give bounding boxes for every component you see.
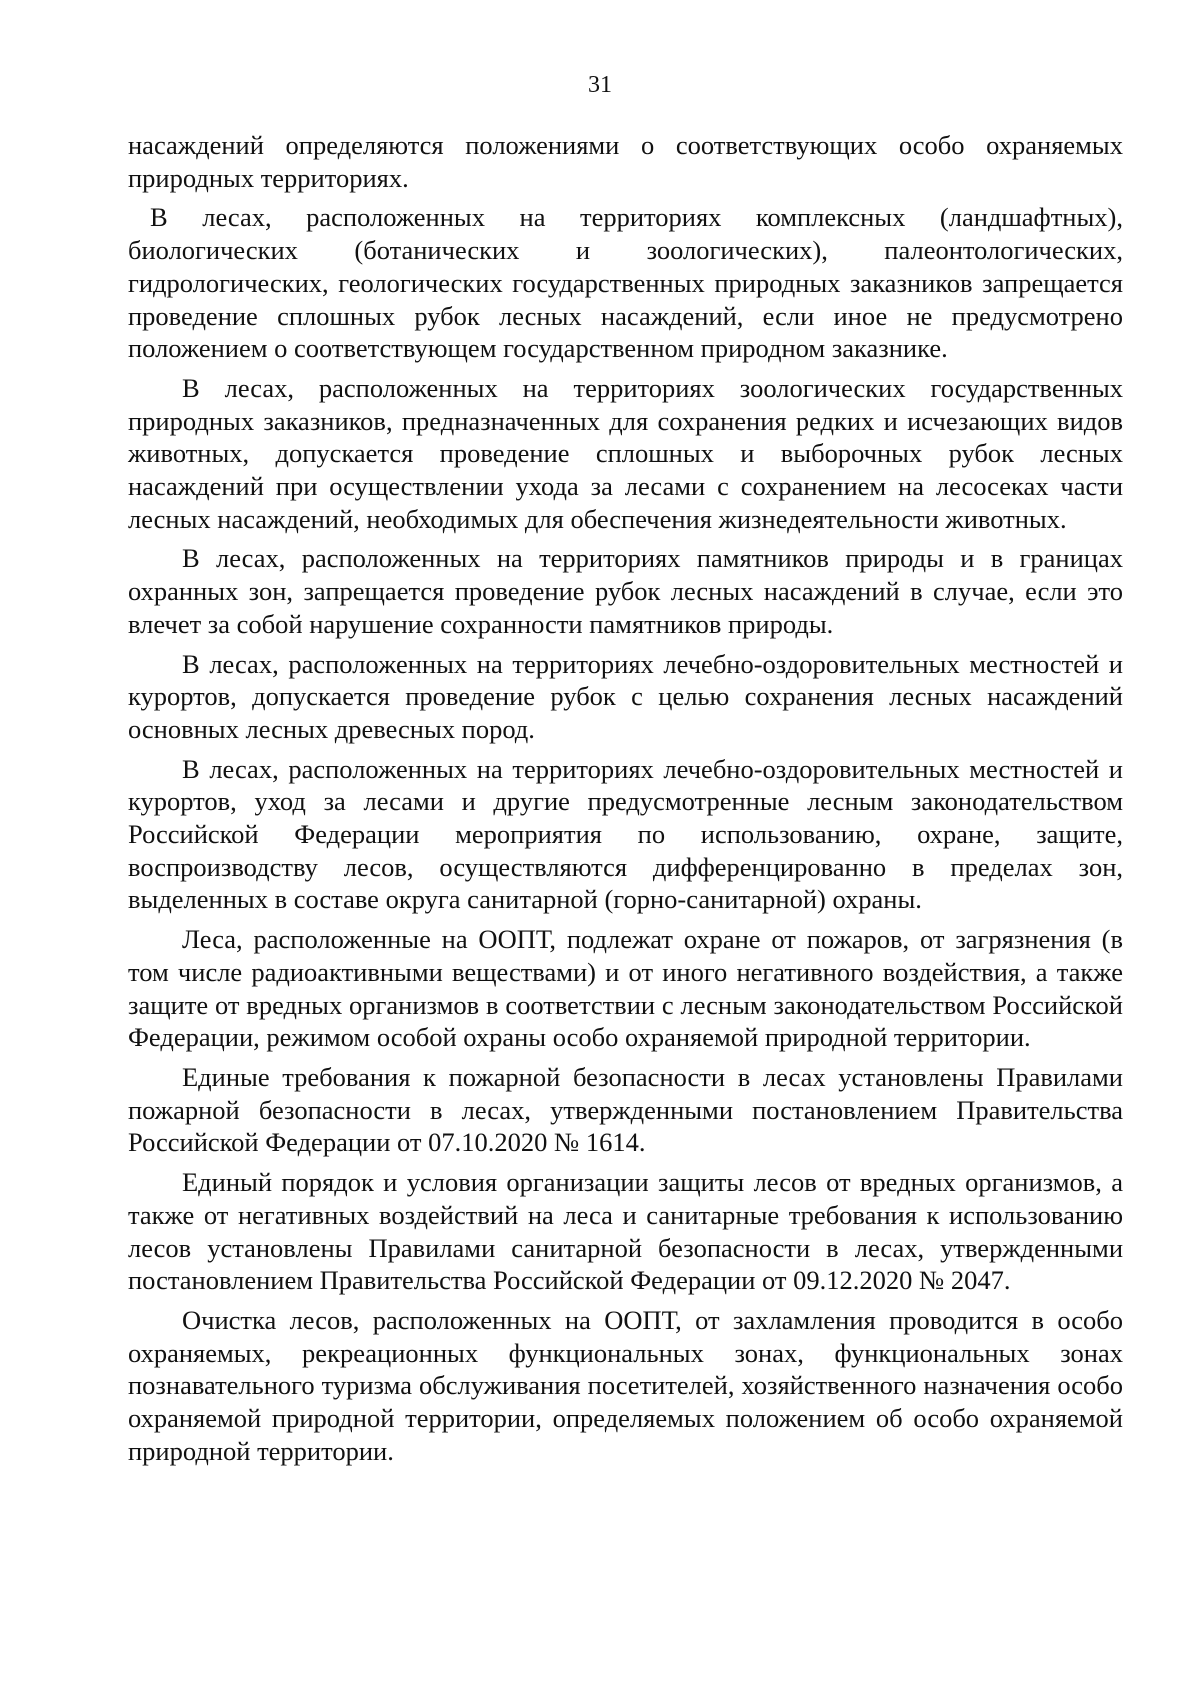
paragraph-resorts-care: В лесах, расположенных на территориях лечебно-оздоровительных местностей и курортов, уход за лесами и другие предусмотренные лесным законодательством Российской Федерации мероприятия по использованию, охране, защите, воспроизводству лесов, осуществляются дифференцированно в пределах зон, выделенных в составе округа санитарной (горно-санитарной) охраны.: [128, 753, 1123, 915]
paragraph-continuation: насаждений определяются положениями о соответствующих особо охраняемых природных территориях.: [128, 130, 1123, 193]
paragraph-sanitary-rules: Единый порядок и условия организации защиты лесов от вредных организмов, а также от негативных воздействий на леса и санитарные требования к использованию лесов установлены Правилами санитарной безопасности в лесах, утвержденными постановлением Правительства Российской Федерации от 09.12.2020 № 2047.: [128, 1167, 1123, 1296]
paragraph-fire-rules: Единые требования к пожарной безопасности в лесах установлены Правилами пожарной безопасности в лесах, утвержденными постановлением Правительства Российской Федерации от 07.10.2020 № 1614.: [128, 1061, 1123, 1158]
paragraph-resorts-logging: В лесах, расположенных на территориях лечебно-оздоровительных местностей и курортов, допускается проведение рубок с целью сохранения лесных насаждений основных лесных древесных пород.: [128, 648, 1123, 744]
paragraph-zoological-reserves: В лесах, расположенных на территориях зоологических государственных природных заказников, предназначенных для сохранения редких и исчезающих видов животных, допускается проведение сплошных и выборочных рубок лесных насаждений при осуществлении ухода за лесами с сохранением на лесосеках части лесных насаждений, необходимых для обеспечения жизнедеятельности животных.: [128, 372, 1123, 534]
body-text: [128, 129, 1123, 1474]
paragraph-fire-protection: Леса, расположенные на ООПТ, подлежат охране от пожаров, от загрязнения (в том числе радиоактивными веществами) и от иного негативного воздействия, а также защите от вредных организмов в соответствии с лесным законодательством Российской Федерации, режимом особой охраны особо охраняемой природной территории.: [128, 924, 1123, 1053]
page-number: 31: [588, 72, 612, 98]
paragraph-clearing: Очистка лесов, расположенных на ООПТ, от захламления проводится в особо охраняемых, рекреационных функциональных зонах, функциональных зонах познавательного туризма обслуживания посетителей, хозяйственного назначения особо охраняемой природной территории, определяемых положением об особо охраняемой природной территории.: [128, 1304, 1123, 1466]
paragraph-natural-monuments: В лесах, расположенных на территориях памятников природы и в границах охранных зон, запрещается проведение рубок лесных насаждений в случае, если это влечет за собой нарушение сохранности памятников природы.: [128, 543, 1123, 639]
paragraph-complex-reserves: В лесах, расположенных на территориях комплексных (ландшафтных), биологических (ботанических и зоологических), палеонтологических, гидрологических, геологических государственных природных заказников запрещается проведение сплошных рубок лесных насаждений, если иное не предусмотрено положением о соответствующем государственном природном заказнике.: [128, 202, 1123, 364]
